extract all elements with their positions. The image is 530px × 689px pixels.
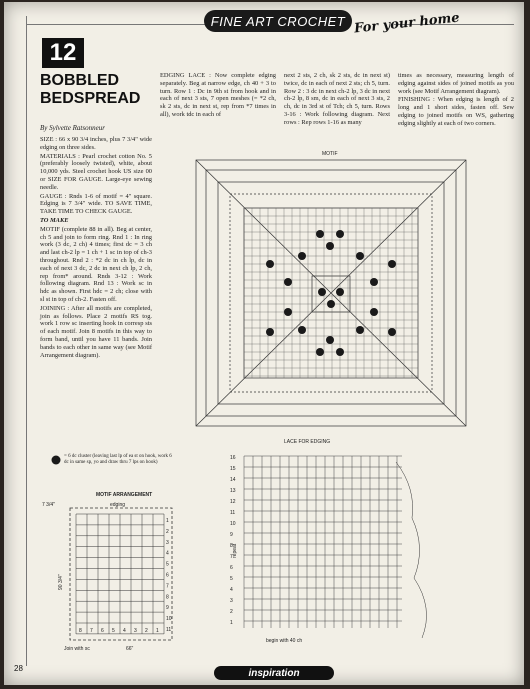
motif-diagram [192,156,474,432]
bobble-stitch [326,336,334,344]
bobble-stitch [284,278,292,286]
arrangement-row-number: 4 [166,550,169,557]
arrangement-row-number: 1 [166,518,169,524]
lace-row-number: 14 [230,477,236,483]
arrangement-row-number: 3 [166,539,169,546]
arrangement-row-number: 10 [166,616,172,623]
lace-row-number: 11 [230,510,236,516]
size-text: SIZE : 66 x 90 3/4 inches, plus 7 3/4" wide edging on three sides. [40,136,152,151]
bobble-stitch [370,278,378,286]
footer-brand: inspiration [214,666,334,680]
bobble-stitch [370,308,378,316]
arrangement-column-number: 2 [145,628,148,634]
bobble-stitch [356,326,364,334]
section-tagline: For your home [353,10,461,37]
arrangement-edge-width-label: 7 3/4" [42,502,55,508]
arrangement-column-number: 7 [90,628,93,634]
finishing-text: FINISHING : When edging is length of 2 long and 1 short sides, fasten off. Sew edging to joined motifs on WS, gathering edging slightly at each of two corners. [398,96,514,127]
arrangement-row-number: 11 [166,627,172,633]
page-number: 28 [14,664,23,673]
bobble-stitch [336,288,344,296]
lace-row-number: 9 [230,532,233,538]
arrangement-column-number: 5 [112,628,115,634]
instructions-column-2 [160,72,276,120]
arrangement-width-label: 66" [126,646,134,652]
left-border-rule [26,16,27,666]
bobble-stitch [318,288,326,296]
joining-text: JOINING : After all motifs are completed, join as follows. Place 2 motifs RS tog. work 1 row sc inserting hook in corresp sts of each motif. Join 8 motifs in this way to form band, until you have 11 bands. Join bands to each other in same way (see Motif Arrangement diagram). [40,304,152,359]
instructions-column-3 [284,72,390,128]
arrangement-row-number: 2 [166,528,169,535]
lace-row-number: 5 [230,576,233,582]
lace-row-number: 1 [230,620,233,626]
edging-lace-text: EDGING LACE : Now complete edging separately. Beg at narrow edge, ch 40 + 3 to turn. Row 1 : Dc in 9th st from hook and in each of next 3 sts, 7 open meshes (= *2 ch, sk 2 sts, dc in next st, rep from *7 times in all), work tdc in each of [160,72,276,118]
instructions-column-4 [398,72,514,129]
bobble-stitch [298,326,306,334]
title-line-2: BEDSPREAD [40,90,141,107]
arrangement-row-number: 5 [166,561,169,568]
lace-row-number: 7 [230,554,233,560]
lace-edging-diagram [226,448,446,644]
bobble-stitch [388,328,396,336]
to-make-heading: TO MAKE [40,216,69,224]
arrangement-column-number: 1 [156,628,159,634]
repeat-text: times as necessary, measuring length of edging against sides of joined motifs as you work (see Motif Arrangement diagram). [398,72,514,95]
bobble-symbol-icon [50,454,62,466]
arrangement-row-number: 9 [166,605,169,612]
pattern-title [40,72,160,108]
bobble-stitch [336,230,344,238]
gauge-text: GAUGE : Rnds 1-6 of motif = 4" square. Edging is 7 3/4" wide. TO SAVE TIME, TAKE TIME TO CHECK GAUGE. [40,192,152,216]
bobble-stitch [388,260,396,268]
lace-row-number: 4 [230,587,233,593]
top-border-rule [26,24,206,25]
title-line-1: BOBBLED [40,72,120,89]
arrangement-row-number: 8 [166,594,169,601]
arrangement-height-label: 90 3/4" [58,574,64,590]
bobble-stitch [298,252,306,260]
arrangement-column-number: 8 [79,628,82,634]
arrangement-row-number: 6 [166,572,169,579]
lace-row-number: 10 [230,521,236,527]
pattern-number: 12 [42,38,84,68]
arrangement-edging-label: edging [110,502,126,508]
lace-row-number: 12 [230,499,236,505]
bobble-stitch [266,328,274,336]
lace-row-number: 8 [230,543,233,549]
lace-row-number: 15 [230,466,236,472]
bobble-stitch [326,242,334,250]
arrangement-join-label: Join with sc [64,646,90,652]
arrangement-title: MOTIF ARRANGEMENT [96,492,153,498]
lace-row-number: 6 [230,565,233,571]
materials-text: MATERIALS : Pearl crochet cotton No. 5 (preferably loosely twisted), white, about 10,000 yds. Steel crochet hook US size 00 or SIZE FOR GAUGE. Large-eye sewing needle. [40,152,152,191]
arrangement-column-number: 4 [123,628,126,634]
rows-text: next 2 sts, 2 ch, sk 2 sts, dc in next st) twice, dc in each of next 2 sts; ch 5, turn. Row 2 : 3 dc in next ch-2 lp, 3 dc in next ch-2 lp, 8 sm, dc in each of next 3 sts, 2 ch, dc in 3rd st of Tch; ch 5, turn. Rows 3-16 : Work following diagram. Next rows : Rep rows 1-16 as many [284,72,390,126]
bobble-stitch [316,230,324,238]
lace-row-number: 2 [230,609,233,615]
magazine-page [4,2,524,685]
lace-row-number: 13 [230,488,236,494]
instructions-column-1 [40,136,152,360]
to-make-text: MOTIF (complete 88 in all). Beg at center, ch 5 and join to form ring. Rnd 1 : In ring work (3 dc, 2 ch) 4 times; first dc = 3 ch and last ch-2 lp = 1 ch + 1 sc in top of ch-3 throughout. Rnd 2 : *2 dc in ch lp, dc in each of next 3 dc, 2 dc in next ch lp, 2 ch, rep from* around. Rnds 3-12 : Work following diagram. Rnd 13 : Work sc in hdc as shown. First hdc = 2 ch; close with sl st in top of ch-2. Fasten off. [40,225,152,303]
bobble-stitch [327,300,335,308]
motif-arrangement-diagram [40,498,210,658]
arrangement-column-number: 3 [134,628,137,634]
lace-row-number: 3 [230,598,233,604]
bobble-stitch [266,260,274,268]
stitch-legend: = 6 dc cluster (leaving last lp of ea st on hook, work 6 dc in same sp, yo and draw thru 7 lps on hook) [64,454,172,465]
bobble-stitch [336,348,344,356]
motif-diagram-title: MOTIF [322,151,338,157]
bobble-stitch [316,348,324,356]
lace-width-label: begin with 40 ch [266,638,303,644]
arrangement-column-number: 6 [101,628,104,634]
lace-side-label: repeat [232,543,238,558]
section-header: FINE ART CROCHET [204,10,352,32]
arrangement-row-number: 7 [166,583,169,590]
bobble-stitch [284,308,292,316]
lace-row-number: 16 [230,455,236,461]
lace-diagram-title: LACE FOR EDGING [284,439,331,445]
bobble-stitch [356,252,364,260]
arrangement-edging-outline [70,508,172,640]
lace-scallop-edge [396,462,427,638]
byline: By Sylvette Ratsonneur [40,124,105,132]
